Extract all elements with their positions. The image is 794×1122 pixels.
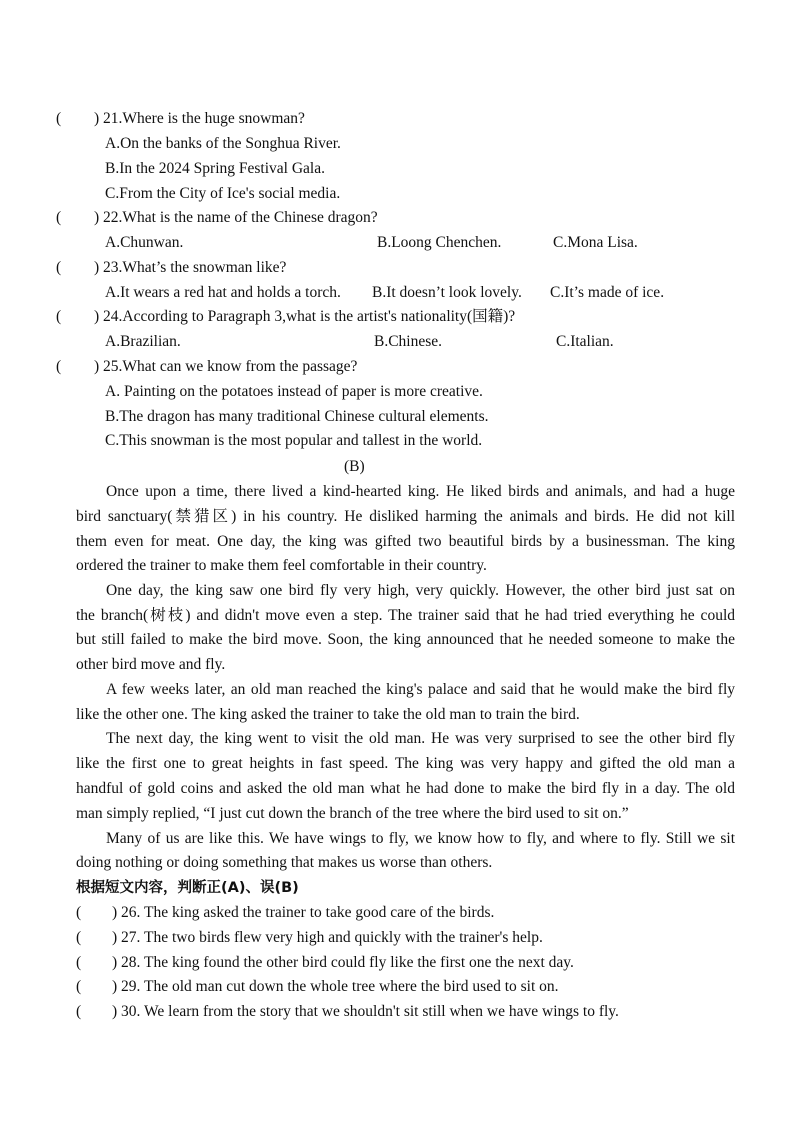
tf-item-30: ) 30. We learn from the story that we shouldn't sit still when we have wings to fly. — [112, 1003, 619, 1020]
question-22-option-c: C.Mona Lisa. — [553, 234, 638, 251]
question-21-stem: ) 21.Where is the huge snowman? — [94, 110, 305, 127]
tf-item-28: ) 28. The king found the other bird could fly like the first one the next day. — [112, 954, 574, 971]
question-21-option-a: A.On the banks of the Songhua River. — [105, 135, 341, 152]
question-21-option-b: B.In the 2024 Spring Festival Gala. — [105, 160, 325, 177]
answer-blank: ( — [56, 308, 62, 325]
answer-blank: ( — [56, 358, 62, 375]
passage-line: man simply replied, “I just cut down the branch of the tree where the bird used to sit on.” — [76, 805, 629, 822]
answer-blank: ( — [76, 929, 82, 946]
answer-blank: ( — [76, 1003, 82, 1020]
tf-item-27: ) 27. The two birds flew very high and quickly with the trainer's help. — [112, 929, 543, 946]
question-21-option-c: C.From the City of Ice's social media. — [105, 185, 341, 202]
question-23-option-a: A.It wears a red hat and holds a torch. — [105, 284, 341, 301]
section-heading: (B) — [344, 458, 365, 475]
passage-line: A few weeks later, an old man reached the king's palace and said that he would make the bird fly — [106, 681, 735, 698]
question-24-option-c: C.Italian. — [556, 333, 614, 350]
passage-line: bird sanctuary(禁猎区) in his country. He disliked harming the animals and birds. He did not kill — [76, 508, 735, 525]
tf-instruction: 根据短文内容，判断正(A)、误(B) — [76, 880, 299, 896]
question-23-option-b: B.It doesn’t look lovely. — [372, 284, 522, 301]
answer-blank: ( — [76, 978, 82, 995]
answer-blank: ( — [56, 110, 62, 127]
passage-line: other bird move and fly. — [76, 656, 226, 673]
answer-blank: ( — [56, 259, 62, 276]
question-25-option-b: B.The dragon has many traditional Chinese cultural elements. — [105, 408, 489, 425]
question-23-option-c: C.It’s made of ice. — [550, 284, 665, 301]
question-23-stem: ) 23.What’s the snowman like? — [94, 259, 287, 276]
question-24-option-b: B.Chinese. — [374, 333, 443, 350]
question-25-option-c: C.This snowman is the most popular and tallest in the world. — [105, 432, 483, 449]
passage-line: ordered the trainer to make them feel comfortable in their country. — [76, 557, 487, 574]
passage-line: like the first one to great heights in fast speed. The king was very happy and gifted the old man a — [76, 755, 735, 772]
question-22-option-b: B.Loong Chenchen. — [377, 234, 502, 251]
passage-line: One day, the king saw one bird fly very high, very quickly. However, the other bird just sat on — [106, 582, 735, 599]
answer-blank: ( — [76, 954, 82, 971]
question-24-option-a: A.Brazilian. — [105, 333, 181, 350]
question-25-stem: ) 25.What can we know from the passage? — [94, 358, 358, 375]
question-22-option-a: A.Chunwan. — [105, 234, 184, 251]
passage-line: but still failed to make the bird move. Soon, the king announced that he needed someone to make the — [76, 631, 735, 648]
question-25-option-a: A. Painting on the potatoes instead of paper is more creative. — [105, 383, 483, 400]
passage-line: like the other one. The king asked the trainer to take the old man to train the bird. — [76, 706, 580, 723]
passage-line: doing nothing or doing something that makes us worse than others. — [76, 854, 493, 871]
question-24-stem: ) 24.According to Paragraph 3,what is the artist's nationality(国籍)? — [94, 308, 516, 325]
passage-line: them even for meat. One day, the king was gifted two beautiful birds by a businessman. The king — [76, 533, 735, 550]
passage-line: The next day, the king went to visit the old man. He was very surprised to see the other bird fly — [106, 730, 735, 747]
passage-line: Many of us are like this. We have wings to fly, we know how to fly, and where to fly. Still we sit — [106, 830, 735, 847]
tf-item-26: ) 26. The king asked the trainer to take good care of the birds. — [112, 904, 495, 921]
passage-line: handful of gold coins and asked the old man what he had done to make the bird fly in a day. The old — [76, 780, 735, 797]
passage-line: Once upon a time, there lived a kind-hearted king. He liked birds and animals, and had a huge — [106, 483, 735, 500]
passage-line: the branch(树枝) and didn't move even a step. The trainer said that he had tried everything he could — [76, 607, 735, 624]
answer-blank: ( — [76, 904, 82, 921]
answer-blank: ( — [56, 209, 62, 226]
question-22-stem: ) 22.What is the name of the Chinese dragon? — [94, 209, 378, 226]
tf-item-29: ) 29. The old man cut down the whole tree where the bird used to sit on. — [112, 978, 559, 995]
